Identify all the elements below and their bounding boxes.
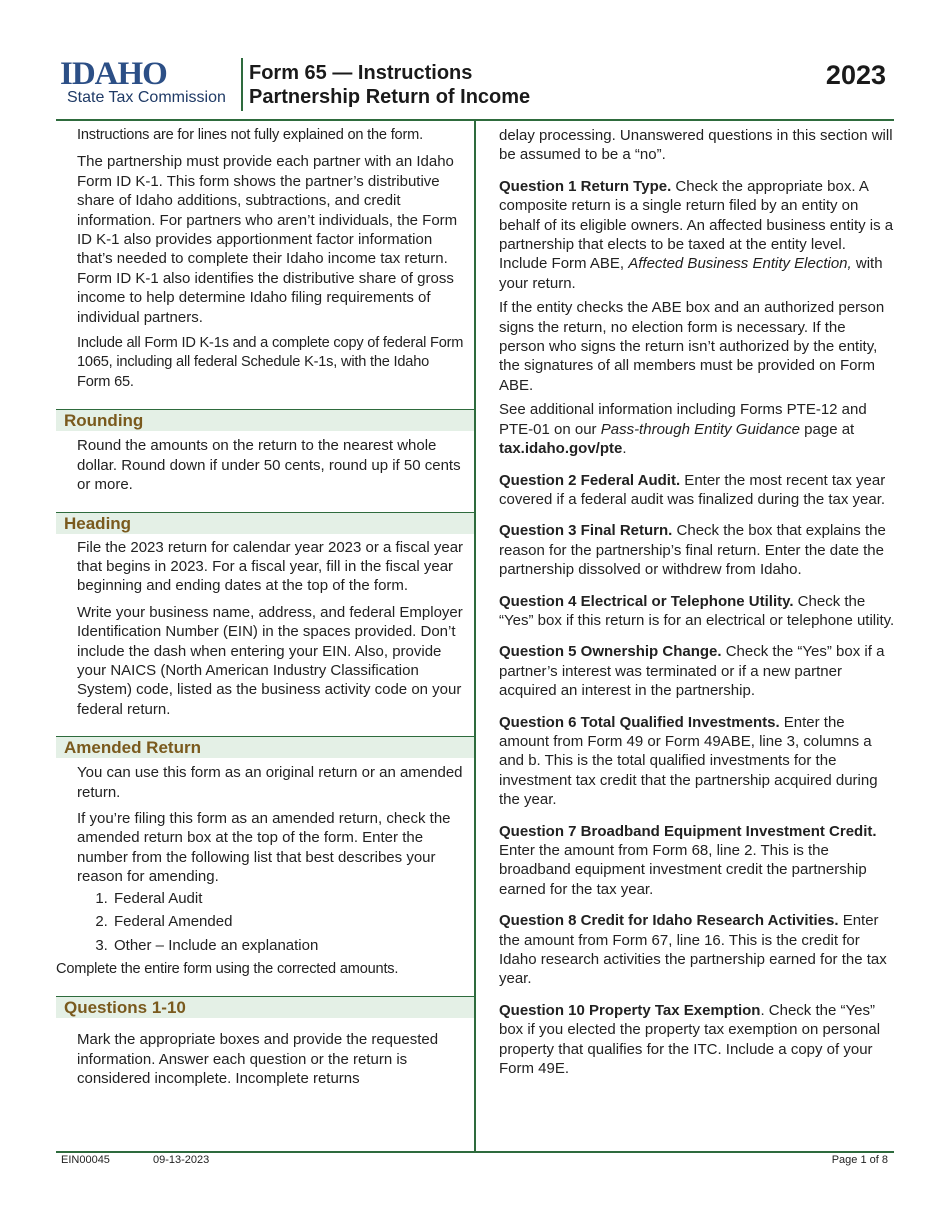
amended-text-3: Complete the entire form using the corrected amounts. [56,960,399,977]
rounding-text: Round the amounts on the return to the nearest whole dollar. Round down if under 50 cents, round up if 50 cents or more. [77,437,461,494]
question-10-label: Question 10 Property Tax Exemption [499,1001,761,1019]
question-4: Question 4 Electrical or Telephone Utility. Check the “Yes” box if this return is for an electrical or telephone utility. [499,592,895,629]
section-heading [56,512,474,534]
question-8-label: Question 8 Credit for Idaho Research Activities. [499,912,839,930]
question-1-paragraph-2: If the entity checks the ABE box and an authorized person signs the return, no election form is necessary. If the person who signs the return isn’t authorized by the entity, the signatures of all members must be provided on Form ABE. [499,299,885,394]
question-1-label: Question 1 Return Type. [499,177,672,195]
question-2-label: Question 2 Federal Audit. [499,471,681,489]
question-6-label: Question 6 Total Qualified Investments. [499,713,780,731]
intro-paragraph-1: Instructions are for lines not fully explained on the form. [77,127,423,143]
header-divider [241,58,243,111]
heading-text-1: File the 2023 return for calendar year 2023 or a fiscal year that begins in 2023. For a fiscal year, fill in the fiscal year beginning and ending dates at the top of the form. [77,538,464,595]
intro-paragraph-3: Include all Form ID K-1s and a complete copy of federal Form 1065, including all federal Schedule K-1s, with the Idaho Form 65. [77,335,464,390]
questions-text: Mark the appropriate boxes and provide the requested information. Answer each question or the return is considered incomplete. Incomplete returns [77,1031,439,1088]
logo-subtitle: State Tax Commission [67,89,226,106]
page-header [0,0,950,120]
question-6: Question 6 Total Qualified Investments. Enter the amount from Form 49 or Form 49ABE, line 3, columns a and b. This is the total qualified investments for the investment tax credit that the partnership acquired during the year. [499,713,878,809]
question-1: Question 1 Return Type. Check the appropriate box. A composite return is a single return filed by an entity on behalf of its eligible owners. An affected business entity is a partnership that elects to be taxed at the entity level. Include Form ABE, Affected Business Entity Election, with your return. [499,177,894,292]
question-5: Question 5 Ownership Change. Check the “Yes” box if a partner’s interest was terminated or if a new partner acquired an interest in the partnership. [499,643,885,700]
footer-rule [56,1151,894,1153]
page-number: Page 1 of 8 [831,1154,888,1166]
heading-text-2: Write your business name, address, and federal Employer Identification Number (EIN) in the spaces provided. Don’t include the dash when entering your EIN. Also, provide your NAICS (North American Industry Classification System) code, listed as the business activity code on your federal return. [77,603,463,718]
question-3: Question 3 Final Return. Check the box that explains the reason for the partnership’s final return. Enter the date the partnership dissolved or withdrew from Idaho. [499,522,886,579]
intro-paragraph-2: The partnership must provide each partner with an Idaho Form ID K-1. This form shows the partner’s distributive share of Idaho additions, subtractions, and credit information. For partners who aren’t individuals, the Form ID K-1 also provides apportionment factor information that’s needed to complete their Idaho income tax return. Form ID K-1 also identifies the distributive share of gross income to help determine Idaho filing requirements of individual partners. [77,153,458,326]
section-title-questions: Questions 1-10 [64,998,186,1018]
right-column [499,126,895,1078]
question-10: Question 10 Property Tax Exemption. Check the “Yes” box if you elected the property tax exemption on personal property that qualifies for the ITC. Include a copy of your Form 49E. [499,1001,881,1078]
section-title-rounding: Rounding [64,411,144,431]
form-title: Form 65 — Instructions [249,62,473,84]
form-code: EIN00045 [61,1154,110,1166]
column-divider [474,120,476,1151]
question-7-label: Question 7 Broadband Equipment Investment Credit. [499,822,877,840]
tax-year: 2023 [825,60,886,90]
revision-date: 09-13-2023 [153,1154,210,1166]
section-title-heading: Heading [64,513,132,533]
idaho-logo: IDAHO [60,56,167,92]
question-2: Question 2 Federal Audit. Enter the most recent tax year covered if a federal audit was finalized during the tax year. [499,471,886,508]
form-subtitle: Partnership Return of Income [249,86,531,108]
list-item: 3. Other – Include an explanation [112,936,474,955]
question-4-label: Question 4 Electrical or Telephone Utility. [499,592,794,610]
amended-text-1: You can use this form as an original return or an amended return. [77,764,463,801]
question-5-label: Question 5 Ownership Change. [499,643,722,661]
amended-text-2: If you’re filing this form as an amended return, check the amended return box at the top of the form. Enter the number from the following list that best describes your reason for amending. [77,809,451,886]
question-8: Question 8 Credit for Idaho Research Activities. Enter the amount from Form 67, line 16. This is the credit for Idaho research activities the partnership earned for the tax year. [499,912,887,988]
section-rounding [56,409,474,431]
section-amended-return [56,736,474,758]
questions-continued: delay processing. Unanswered questions in this section will be assumed to be a “no”. [499,127,893,164]
question-3-label: Question 3 Final Return. [499,522,673,540]
list-item: 2. Federal Amended [112,912,474,931]
question-7: Question 7 Broadband Equipment Investment Credit. Enter the amount from Form 68, line 2. This is the broadband equipment investment credit the partnership earned for the tax year. [499,822,877,898]
section-questions [56,996,474,1018]
list-item: 1. Federal Audit [112,889,474,908]
pte-link[interactable]: tax.idaho.gov/pte [499,440,623,458]
question-1-paragraph-3: See additional information including Forms PTE-12 and PTE-01 on our Pass-through Entity Guidance page at tax.idaho.gov/pte. [499,401,867,458]
section-title-amended: Amended Return [64,738,201,758]
left-column [56,126,474,1089]
amend-reason-list [56,889,474,956]
